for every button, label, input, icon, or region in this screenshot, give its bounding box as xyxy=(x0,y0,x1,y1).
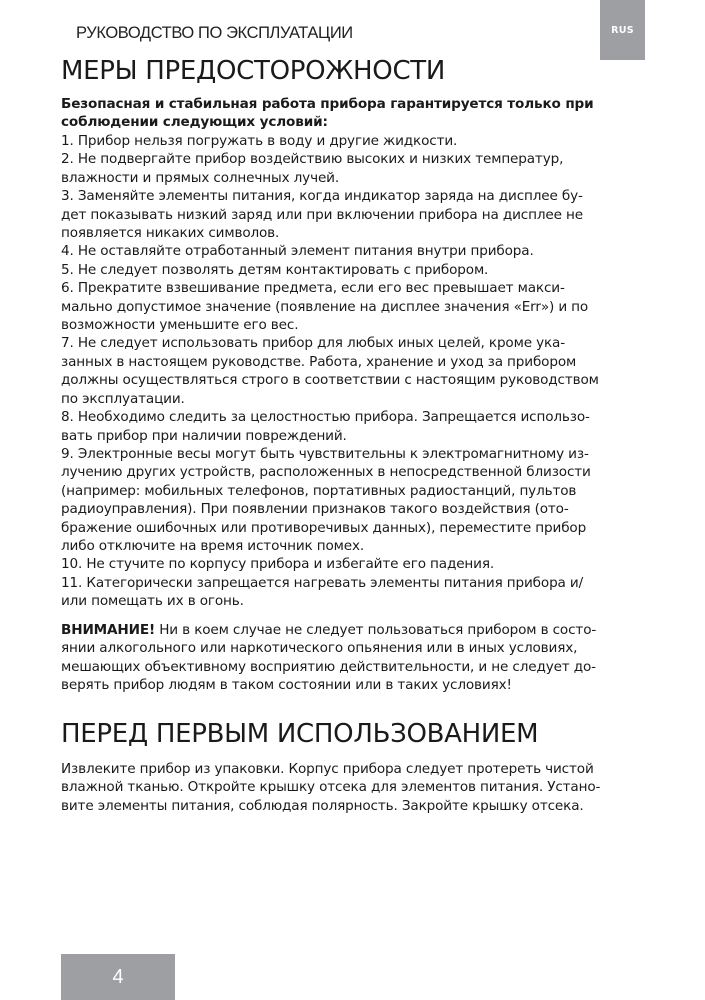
rule-line: влажности и прямых солнечных лучей. xyxy=(61,169,340,186)
first-use-paragraph xyxy=(61,760,651,815)
rule-line: 2. Не подвергайте прибор воздействию высоких и низких температур, xyxy=(61,151,564,168)
rule-line: бражение ошибочных или противоречивых данных), переместите прибор xyxy=(61,519,587,536)
rule-line: либо отключите на время источник помех. xyxy=(61,537,365,554)
rule-line: 10. Не стучите по корпусу прибора и избегайте его падения. xyxy=(61,556,495,573)
rule-line: радиоуправления). При появлении признаков такого воздействия (ото- xyxy=(61,501,569,518)
language-badge: RUS xyxy=(600,0,645,60)
intro-line: Безопасная и стабильная работа прибора гарантируется только при xyxy=(61,96,594,112)
warning-line xyxy=(61,621,651,639)
rule-line: 4. Не оставляйте отработанный элемент питания внутри прибора. xyxy=(61,243,534,260)
warning-line: янии алкогольного или наркотического опьянения или в иных условиях, xyxy=(61,640,578,657)
rule-line: возможности уменьшите его вес. xyxy=(61,317,299,334)
rule-line: появляется никаких символов. xyxy=(61,225,280,242)
precautions-intro xyxy=(61,95,651,132)
first-use-line: вите элементы питания, соблюдая полярность. Закройте крышку отсека. xyxy=(61,797,584,814)
rule-line: вать прибор при наличии повреждений. xyxy=(61,427,347,444)
warning-line: верять прибор людям в таком состоянии или в таких условиях! xyxy=(61,677,512,694)
warning-line: мешающих объективному восприятию действительности, и не следует до- xyxy=(61,658,596,675)
header-title: РУКОВОДСТВО ПО ЭКСПЛУАТАЦИИ xyxy=(76,24,353,42)
precautions-list xyxy=(61,132,651,611)
warning-label: ВНИМАНИЕ! xyxy=(61,622,156,638)
rule-line: 6. Прекратите взвешивание предмета, если его вес превышает макси- xyxy=(61,280,565,297)
rule-line: по эксплуатации. xyxy=(61,390,185,407)
rule-line: или помещать их в огонь. xyxy=(61,593,244,610)
rule-line: 3. Заменяйте элементы питания, когда индикатор заряда на дисплее бу- xyxy=(61,188,583,205)
rule-line: 11. Категорически запрещается нагревать элементы питания прибора и/ xyxy=(61,574,584,591)
rule-line: 9. Электронные весы могут быть чувствительны к электромагнитному из- xyxy=(61,445,589,462)
warning-text: Ни в коем случае не следует пользоваться прибором в состо- xyxy=(155,622,597,638)
section-heading-first-use: ПЕРЕД ПЕРВЫМ ИСПОЛЬЗОВАНИЕМ xyxy=(61,719,539,749)
rule-line: мально допустимое значение (появление на дисплее значения «Err») и по xyxy=(61,298,589,315)
rule-line: 8. Необходимо следить за целостностью прибора. Запрещается использо- xyxy=(61,409,590,426)
rule-line: должны осуществляться строго в соответствии с настоящим руководством xyxy=(61,372,599,389)
rule-line: занных в настоящем руководстве. Работа, хранение и уход за прибором xyxy=(61,353,577,370)
first-use-line: Извлеките прибор из упаковки. Корпус прибора следует протереть чистой xyxy=(61,761,594,777)
rule-line: 5. Не следует позволять детям контактировать с прибором. xyxy=(61,261,489,278)
warning-paragraph xyxy=(61,621,651,695)
rule-line: (например: мобильных телефонов, портативных радиостанций, пультов xyxy=(61,482,577,499)
first-use-line: влажной тканью. Откройте крышку отсека для элементов питания. Устано- xyxy=(61,779,601,796)
intro-line: соблюдении следующих условий: xyxy=(61,114,328,131)
rule-line: дет показывать низкий заряд или при включении прибора на дисплее не xyxy=(61,206,583,223)
page-number: 4 xyxy=(61,954,175,1000)
rule-line: лучению других устройств, расположенных в непосредственной близости xyxy=(61,464,591,481)
section-heading-precautions: МЕРЫ ПРЕДОСТОРОЖНОСТИ xyxy=(61,56,446,86)
rule-line: 1. Прибор нельзя погружать в воду и другие жидкости. xyxy=(61,133,458,149)
rule-line: 7. Не следует использовать прибор для любых иных целей, кроме ука- xyxy=(61,335,565,352)
